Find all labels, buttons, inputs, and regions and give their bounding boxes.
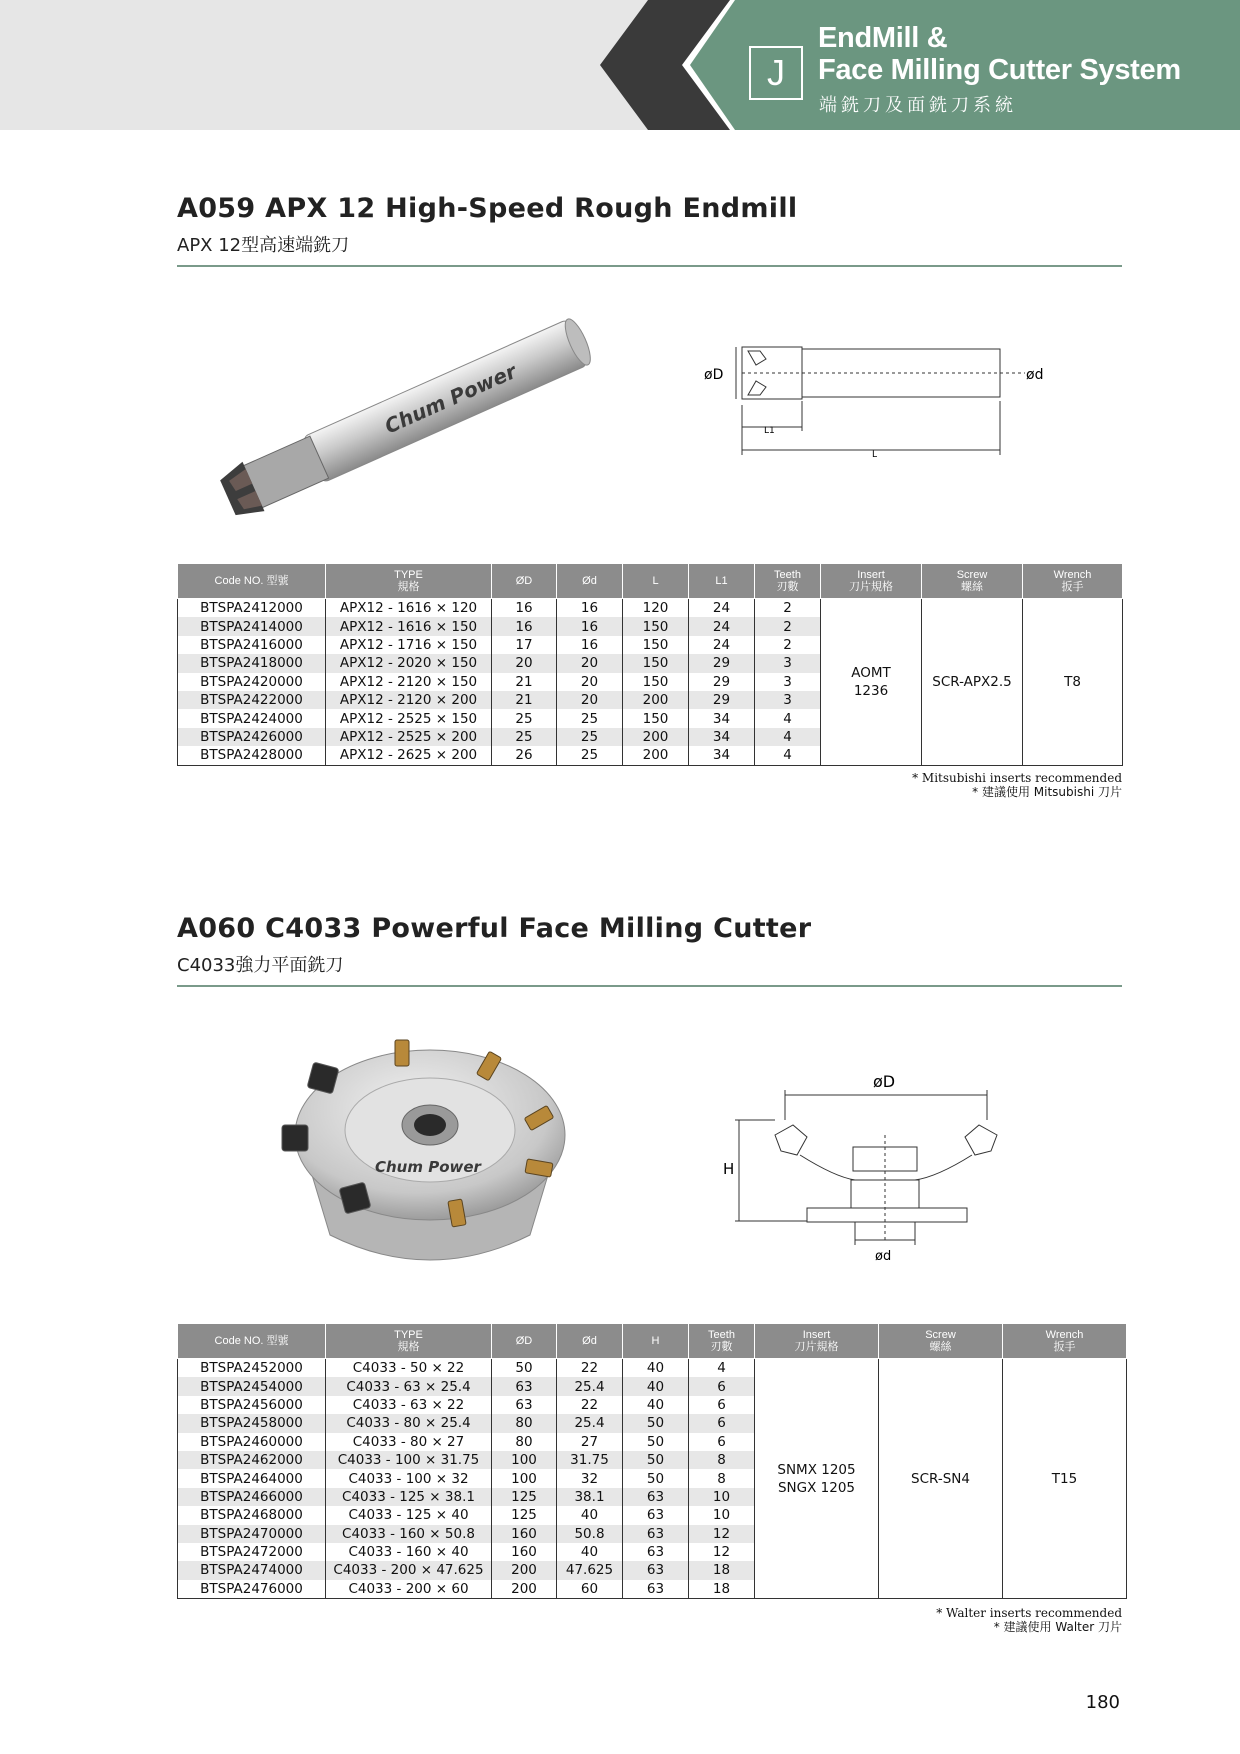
table-cell: 120	[623, 599, 689, 618]
table-cell: 38.1	[557, 1488, 623, 1506]
col-header-L: L	[623, 564, 689, 599]
table-cell: 80	[492, 1433, 557, 1451]
table-cell: 125	[492, 1488, 557, 1506]
table-cell: BTSPA2464000	[178, 1469, 326, 1487]
table-cell: 20	[492, 654, 557, 672]
endmill-product-image	[210, 310, 610, 520]
table-cell: 12	[689, 1543, 755, 1561]
section1-divider	[177, 265, 1122, 267]
table-cell: 24	[689, 617, 755, 635]
table-cell: 50	[623, 1414, 689, 1432]
table-cell: BTSPA2414000	[178, 617, 326, 635]
face-mill-dimension-drawing	[715, 1065, 1015, 1265]
table-cell: 18	[689, 1561, 755, 1579]
table-cell: 63	[492, 1377, 557, 1395]
wrench-value: T15	[1051, 1470, 1078, 1487]
dim-label-d: ød	[1026, 367, 1044, 383]
face-mill-brand-label: Chum Power	[375, 1158, 481, 1176]
table-cell: 2	[755, 617, 821, 635]
header-subtitle-cn: 端銑刀及面銑刀系統	[819, 95, 1017, 116]
table-cell: 8	[689, 1451, 755, 1469]
section1-note-cn: * 建議使用 Mitsubishi 刀片	[972, 785, 1122, 799]
dim-label-D: øD	[704, 367, 724, 383]
insert-value: SNMX 1205	[777, 1461, 856, 1478]
table-cell: 6	[689, 1433, 755, 1451]
table-cell: 25	[492, 709, 557, 727]
table-cell: 25	[557, 709, 623, 727]
table-cell: 150	[623, 636, 689, 654]
table-cell: C4033 - 80 × 25.4	[326, 1414, 492, 1432]
table-cell: BTSPA2420000	[178, 673, 326, 691]
table-cell: C4033 - 100 × 32	[326, 1469, 492, 1487]
col-header-type: TYPE 規格	[326, 564, 492, 599]
table-cell: C4033 - 50 × 22	[326, 1359, 492, 1378]
table-cell: APX12 - 1616 × 120	[326, 599, 492, 618]
table-cell: C4033 - 125 × 40	[326, 1506, 492, 1524]
table-cell: BTSPA2468000	[178, 1506, 326, 1524]
table-cell: 200	[492, 1561, 557, 1579]
table-cell: BTSPA2460000	[178, 1433, 326, 1451]
table-cell: 100	[492, 1451, 557, 1469]
table-cell: 6	[689, 1377, 755, 1395]
col-header-d: Ød	[557, 564, 623, 599]
table-cell: BTSPA2472000	[178, 1543, 326, 1561]
table-cell: 3	[755, 691, 821, 709]
table-cell: 80	[492, 1414, 557, 1432]
table-cell: C4033 - 125 × 38.1	[326, 1488, 492, 1506]
table-cell: APX12 - 2120 × 200	[326, 691, 492, 709]
table-cell: 12	[689, 1525, 755, 1543]
table-cell: 60	[557, 1580, 623, 1599]
table-cell: 21	[492, 691, 557, 709]
table-cell: 34	[689, 728, 755, 746]
table-cell: BTSPA2424000	[178, 709, 326, 727]
table-cell: 8	[689, 1469, 755, 1487]
table-cell: BTSPA2428000	[178, 746, 326, 765]
endmill-dimension-drawing	[700, 335, 1060, 460]
col-header-insert: Insert 刀片規格	[755, 1324, 879, 1359]
table-cell: BTSPA2470000	[178, 1525, 326, 1543]
table-cell: 63	[623, 1543, 689, 1561]
table-cell: 4	[689, 1359, 755, 1378]
col-header-insert: Insert 刀片規格	[821, 564, 922, 599]
table-cell: 200	[623, 728, 689, 746]
col-header-L1: L1	[689, 564, 755, 599]
section1-subtitle: APX 12型高速端銑刀	[177, 235, 350, 256]
table-cell: BTSPA2454000	[178, 1377, 326, 1395]
table-cell: 50	[492, 1359, 557, 1378]
merged-cell-insert	[821, 599, 922, 766]
table-cell: 4	[755, 709, 821, 727]
table-cell: 6	[689, 1414, 755, 1432]
dim-label-face-D: øD	[873, 1072, 896, 1091]
endmill-brand-label: Chum Power	[381, 359, 520, 439]
screw-value: SCR-APX2.5	[932, 673, 1012, 690]
table-cell: BTSPA2422000	[178, 691, 326, 709]
table-cell: C4033 - 160 × 50.8	[326, 1525, 492, 1543]
table-cell: APX12 - 2625 × 200	[326, 746, 492, 765]
table-cell: 150	[623, 617, 689, 635]
table-cell: 25	[492, 728, 557, 746]
dim-label-L: L	[872, 450, 878, 460]
table-cell: APX12 - 2525 × 150	[326, 709, 492, 727]
table-cell: 10	[689, 1506, 755, 1524]
table-cell: C4033 - 63 × 25.4	[326, 1377, 492, 1395]
table-cell: 100	[492, 1469, 557, 1487]
table-cell: BTSPA2456000	[178, 1396, 326, 1414]
table-cell: 2	[755, 599, 821, 618]
section1-title: A059 APX 12 High-Speed Rough Endmill	[177, 193, 798, 224]
table-header-row	[178, 564, 1123, 599]
table-cell: 29	[689, 673, 755, 691]
table-cell: BTSPA2418000	[178, 654, 326, 672]
table-cell: C4033 - 80 × 27	[326, 1433, 492, 1451]
table-cell: 10	[689, 1488, 755, 1506]
table-cell: 63	[623, 1488, 689, 1506]
table-cell: 17	[492, 636, 557, 654]
section2-subtitle: C4033強力平面銑刀	[177, 955, 344, 976]
table-cell: 4	[755, 746, 821, 765]
col-header-screw: Screw 螺絲	[879, 1324, 1003, 1359]
col-header-teeth: Teeth 刃數	[755, 564, 821, 599]
col-header-D: ØD	[492, 1324, 557, 1359]
table-cell: 20	[557, 654, 623, 672]
merged-cell-insert	[755, 1359, 879, 1599]
table-cell: 50	[623, 1469, 689, 1487]
col-header-code: Code NO. 型號	[178, 1324, 326, 1359]
table-cell: 25	[557, 728, 623, 746]
table-cell: 63	[623, 1525, 689, 1543]
endmill-spec-table	[177, 563, 1123, 766]
merged-cell-screw	[922, 599, 1023, 766]
table-cell: APX12 - 2020 × 150	[326, 654, 492, 672]
table-cell: BTSPA2476000	[178, 1580, 326, 1599]
table-cell: C4033 - 100 × 31.75	[326, 1451, 492, 1469]
col-header-screw: Screw 螺絲	[922, 564, 1023, 599]
table-cell: 40	[623, 1396, 689, 1414]
table-cell: 29	[689, 654, 755, 672]
table-cell: 40	[623, 1377, 689, 1395]
table-row	[178, 1359, 1127, 1378]
col-header-d: Ød	[557, 1324, 623, 1359]
page-number: 180	[1085, 1692, 1120, 1713]
table-cell: BTSPA2426000	[178, 728, 326, 746]
section2-divider	[177, 985, 1122, 987]
wrench-value: T8	[1064, 673, 1081, 690]
table-cell: 40	[557, 1543, 623, 1561]
table-cell: BTSPA2458000	[178, 1414, 326, 1432]
table-cell: 31.75	[557, 1451, 623, 1469]
table-row	[178, 599, 1123, 618]
table-cell: 40	[557, 1506, 623, 1524]
table-cell: C4033 - 200 × 47.625	[326, 1561, 492, 1579]
table-cell: 2	[755, 636, 821, 654]
table-cell: BTSPA2462000	[178, 1451, 326, 1469]
table-cell: 200	[623, 746, 689, 765]
table-cell: APX12 - 2120 × 150	[326, 673, 492, 691]
table-cell: 16	[492, 617, 557, 635]
table-cell: 63	[623, 1580, 689, 1599]
table-cell: 200	[623, 691, 689, 709]
chapter-letter-badge: J	[749, 46, 803, 100]
header-title-line2: Face Milling Cutter System	[818, 54, 1181, 86]
table-cell: 34	[689, 746, 755, 765]
col-header-teeth: Teeth 刃數	[689, 1324, 755, 1359]
header-title-line1: EndMill &	[818, 22, 948, 54]
section2-note-en: * Walter inserts recommended	[936, 1606, 1122, 1620]
table-cell: 32	[557, 1469, 623, 1487]
table-cell: APX12 - 1616 × 150	[326, 617, 492, 635]
dim-label-L1: L1	[764, 426, 775, 436]
table-cell: 150	[623, 673, 689, 691]
table-cell: 16	[557, 636, 623, 654]
insert-value: 1236	[853, 682, 889, 699]
section1-note-en: * Mitsubishi inserts recommended	[912, 771, 1122, 785]
dim-label-face-d: ød	[875, 1249, 892, 1264]
table-cell: APX12 - 2525 × 200	[326, 728, 492, 746]
table-cell: 25	[557, 746, 623, 765]
table-cell: 20	[557, 691, 623, 709]
table-cell: C4033 - 160 × 40	[326, 1543, 492, 1561]
col-header-wrench: Wrench 扳手	[1003, 1324, 1127, 1359]
col-header-code: Code NO. 型號	[178, 564, 326, 599]
table-cell: APX12 - 1716 × 150	[326, 636, 492, 654]
table-cell: 63	[623, 1506, 689, 1524]
table-cell: 27	[557, 1433, 623, 1451]
col-header-H: H	[623, 1324, 689, 1359]
table-cell: 34	[689, 709, 755, 727]
table-cell: 63	[492, 1396, 557, 1414]
col-header-D: ØD	[492, 564, 557, 599]
table-cell: 150	[623, 709, 689, 727]
table-cell: BTSPA2474000	[178, 1561, 326, 1579]
table-cell: 21	[492, 673, 557, 691]
table-cell: 29	[689, 691, 755, 709]
table-cell: 22	[557, 1396, 623, 1414]
table-cell: 16	[557, 617, 623, 635]
table-cell: 63	[623, 1561, 689, 1579]
col-header-type: TYPE 規格	[326, 1324, 492, 1359]
table-cell: 50.8	[557, 1525, 623, 1543]
table-cell: 6	[689, 1396, 755, 1414]
table-cell: C4033 - 200 × 60	[326, 1580, 492, 1599]
table-cell: 25.4	[557, 1377, 623, 1395]
table-cell: 20	[557, 673, 623, 691]
dim-label-H: H	[723, 1160, 735, 1178]
insert-value: AOMT	[851, 664, 891, 681]
table-cell: 16	[557, 599, 623, 618]
table-cell: 18	[689, 1580, 755, 1599]
table-cell: 4	[755, 728, 821, 746]
table-cell: 25.4	[557, 1414, 623, 1432]
table-cell: 24	[689, 636, 755, 654]
section2-note	[936, 1606, 1122, 1634]
table-cell: BTSPA2412000	[178, 599, 326, 618]
table-cell: 160	[492, 1543, 557, 1561]
section2-note-cn: * 建議使用 Walter 刀片	[993, 1620, 1122, 1634]
merged-cell-wrench	[1003, 1359, 1127, 1599]
table-cell: 150	[623, 654, 689, 672]
col-header-wrench: Wrench 扳手	[1023, 564, 1123, 599]
table-cell: 200	[492, 1580, 557, 1599]
table-cell: 125	[492, 1506, 557, 1524]
table-header-row	[178, 1324, 1127, 1359]
table-cell: 3	[755, 654, 821, 672]
table-cell: 16	[492, 599, 557, 618]
merged-cell-wrench	[1023, 599, 1123, 766]
table-cell: 22	[557, 1359, 623, 1378]
table-cell: 24	[689, 599, 755, 618]
section2-title: A060 C4033 Powerful Face Milling Cutter	[177, 913, 812, 944]
face-mill-spec-table	[177, 1323, 1127, 1599]
table-cell: BTSPA2466000	[178, 1488, 326, 1506]
table-cell: C4033 - 63 × 22	[326, 1396, 492, 1414]
table-cell: 3	[755, 673, 821, 691]
face-mill-product-image	[270, 1025, 590, 1285]
insert-value: SNGX 1205	[777, 1479, 856, 1496]
table-cell: BTSPA2452000	[178, 1359, 326, 1378]
table-cell: 50	[623, 1433, 689, 1451]
section1-note	[912, 771, 1122, 799]
table-cell: 50	[623, 1451, 689, 1469]
table-cell: 47.625	[557, 1561, 623, 1579]
table-cell: BTSPA2416000	[178, 636, 326, 654]
merged-cell-screw	[879, 1359, 1003, 1599]
table-cell: 160	[492, 1525, 557, 1543]
screw-value: SCR-SN4	[911, 1470, 970, 1487]
table-cell: 40	[623, 1359, 689, 1378]
table-cell: 26	[492, 746, 557, 765]
